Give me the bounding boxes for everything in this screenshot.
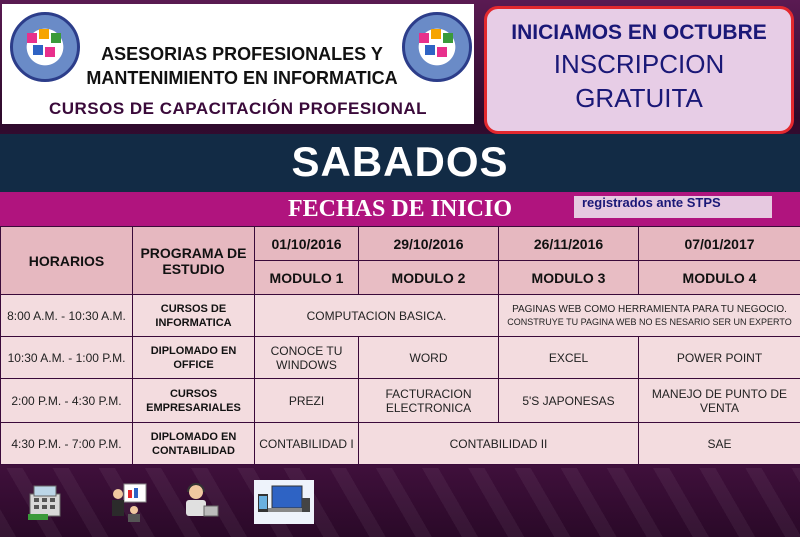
header-module-1: MODULO 1 [255, 261, 359, 295]
row-time: 2:00 P.M. - 4:30 P.M. [1, 379, 133, 423]
calculator-icon [26, 480, 70, 524]
row-course: PREZI [255, 379, 359, 423]
row-course: MANEJO DE PUNTO DE VENTA [639, 379, 800, 423]
schedule-table [0, 226, 800, 465]
row-time: 8:00 A.M. - 10:30 A.M. [1, 295, 133, 337]
registered-badge: registrados ante STPS [574, 196, 772, 218]
web-course-note: CONSTRUYE TU PAGINA WEB NO ES NESARIO SER UN EXPERTO [507, 316, 792, 327]
web-course-title: PAGINAS WEB COMO HERRAMIENTA PARA TU NEGOCIO. [512, 303, 787, 315]
header-programa: PROGRAMA DE ESTUDIO [133, 227, 255, 295]
header-horarios: HORARIOS [1, 227, 133, 295]
row-course-span: CONTABILIDAD II [359, 423, 639, 465]
header-date-2: 29/10/2016 [359, 227, 499, 261]
row-course-span-web [499, 295, 800, 337]
company-name [82, 42, 402, 90]
row-program: CURSOS EMPRESARIALES [133, 379, 255, 423]
announcement-callout [484, 6, 794, 134]
table-row [1, 423, 800, 465]
callout-line1: INICIAMOS EN OCTUBRE [511, 21, 767, 44]
header-date-3: 26/11/2016 [499, 227, 639, 261]
header-banner [2, 4, 474, 96]
header-module-4: MODULO 4 [639, 261, 800, 295]
presentation-icon [106, 480, 150, 524]
subtitle-bar [2, 96, 474, 124]
table-row [1, 379, 800, 423]
row-course: SAE [639, 423, 800, 465]
row-course: FACTURACION ELECTRONICA [359, 379, 499, 423]
day-band [0, 134, 800, 192]
row-course-span: COMPUTACION BASICA. [255, 295, 499, 337]
table-header-row [1, 227, 800, 261]
callout-line3: GRATUITA [575, 83, 703, 113]
table-row [1, 337, 800, 379]
row-course: CONTABILIDAD I [255, 423, 359, 465]
row-course: 5'S JAPONESAS [499, 379, 639, 423]
company-name-line1: ASESORIAS PROFESIONALES Y [101, 44, 383, 64]
row-course: POWER POINT [639, 337, 800, 379]
row-course: EXCEL [499, 337, 639, 379]
row-time: 10:30 A.M. - 1:00 P.M. [1, 337, 133, 379]
row-program: CURSOS DE INFORMATICA [133, 295, 255, 337]
company-logo-right [402, 12, 472, 82]
header-module-2: MODULO 2 [359, 261, 499, 295]
header-module-3: MODULO 3 [499, 261, 639, 295]
row-program: DIPLOMADO EN CONTABILIDAD [133, 423, 255, 465]
dates-title: FECHAS DE INICIO [287, 196, 513, 222]
row-course: CONOCE TU WINDOWS [255, 337, 359, 379]
header-date-4: 07/01/2017 [639, 227, 800, 261]
callout-line2: INSCRIPCION [553, 49, 725, 79]
support-agent-icon [178, 480, 222, 524]
table-row [1, 295, 800, 337]
header-date-1: 01/10/2016 [255, 227, 359, 261]
row-time: 4:30 P.M. - 7:00 P.M. [1, 423, 133, 465]
day-title: SABADOS [291, 138, 509, 185]
dates-band [0, 192, 800, 226]
row-course: WORD [359, 337, 499, 379]
company-logo-left [10, 12, 80, 82]
company-name-line2: MANTENIMIENTO EN INFORMATICA [86, 68, 398, 88]
web-devices-icon [254, 480, 314, 524]
row-program: DIPLOMADO EN OFFICE [133, 337, 255, 379]
subtitle: CURSOS DE CAPACITACIÓN PROFESIONAL [48, 99, 428, 118]
